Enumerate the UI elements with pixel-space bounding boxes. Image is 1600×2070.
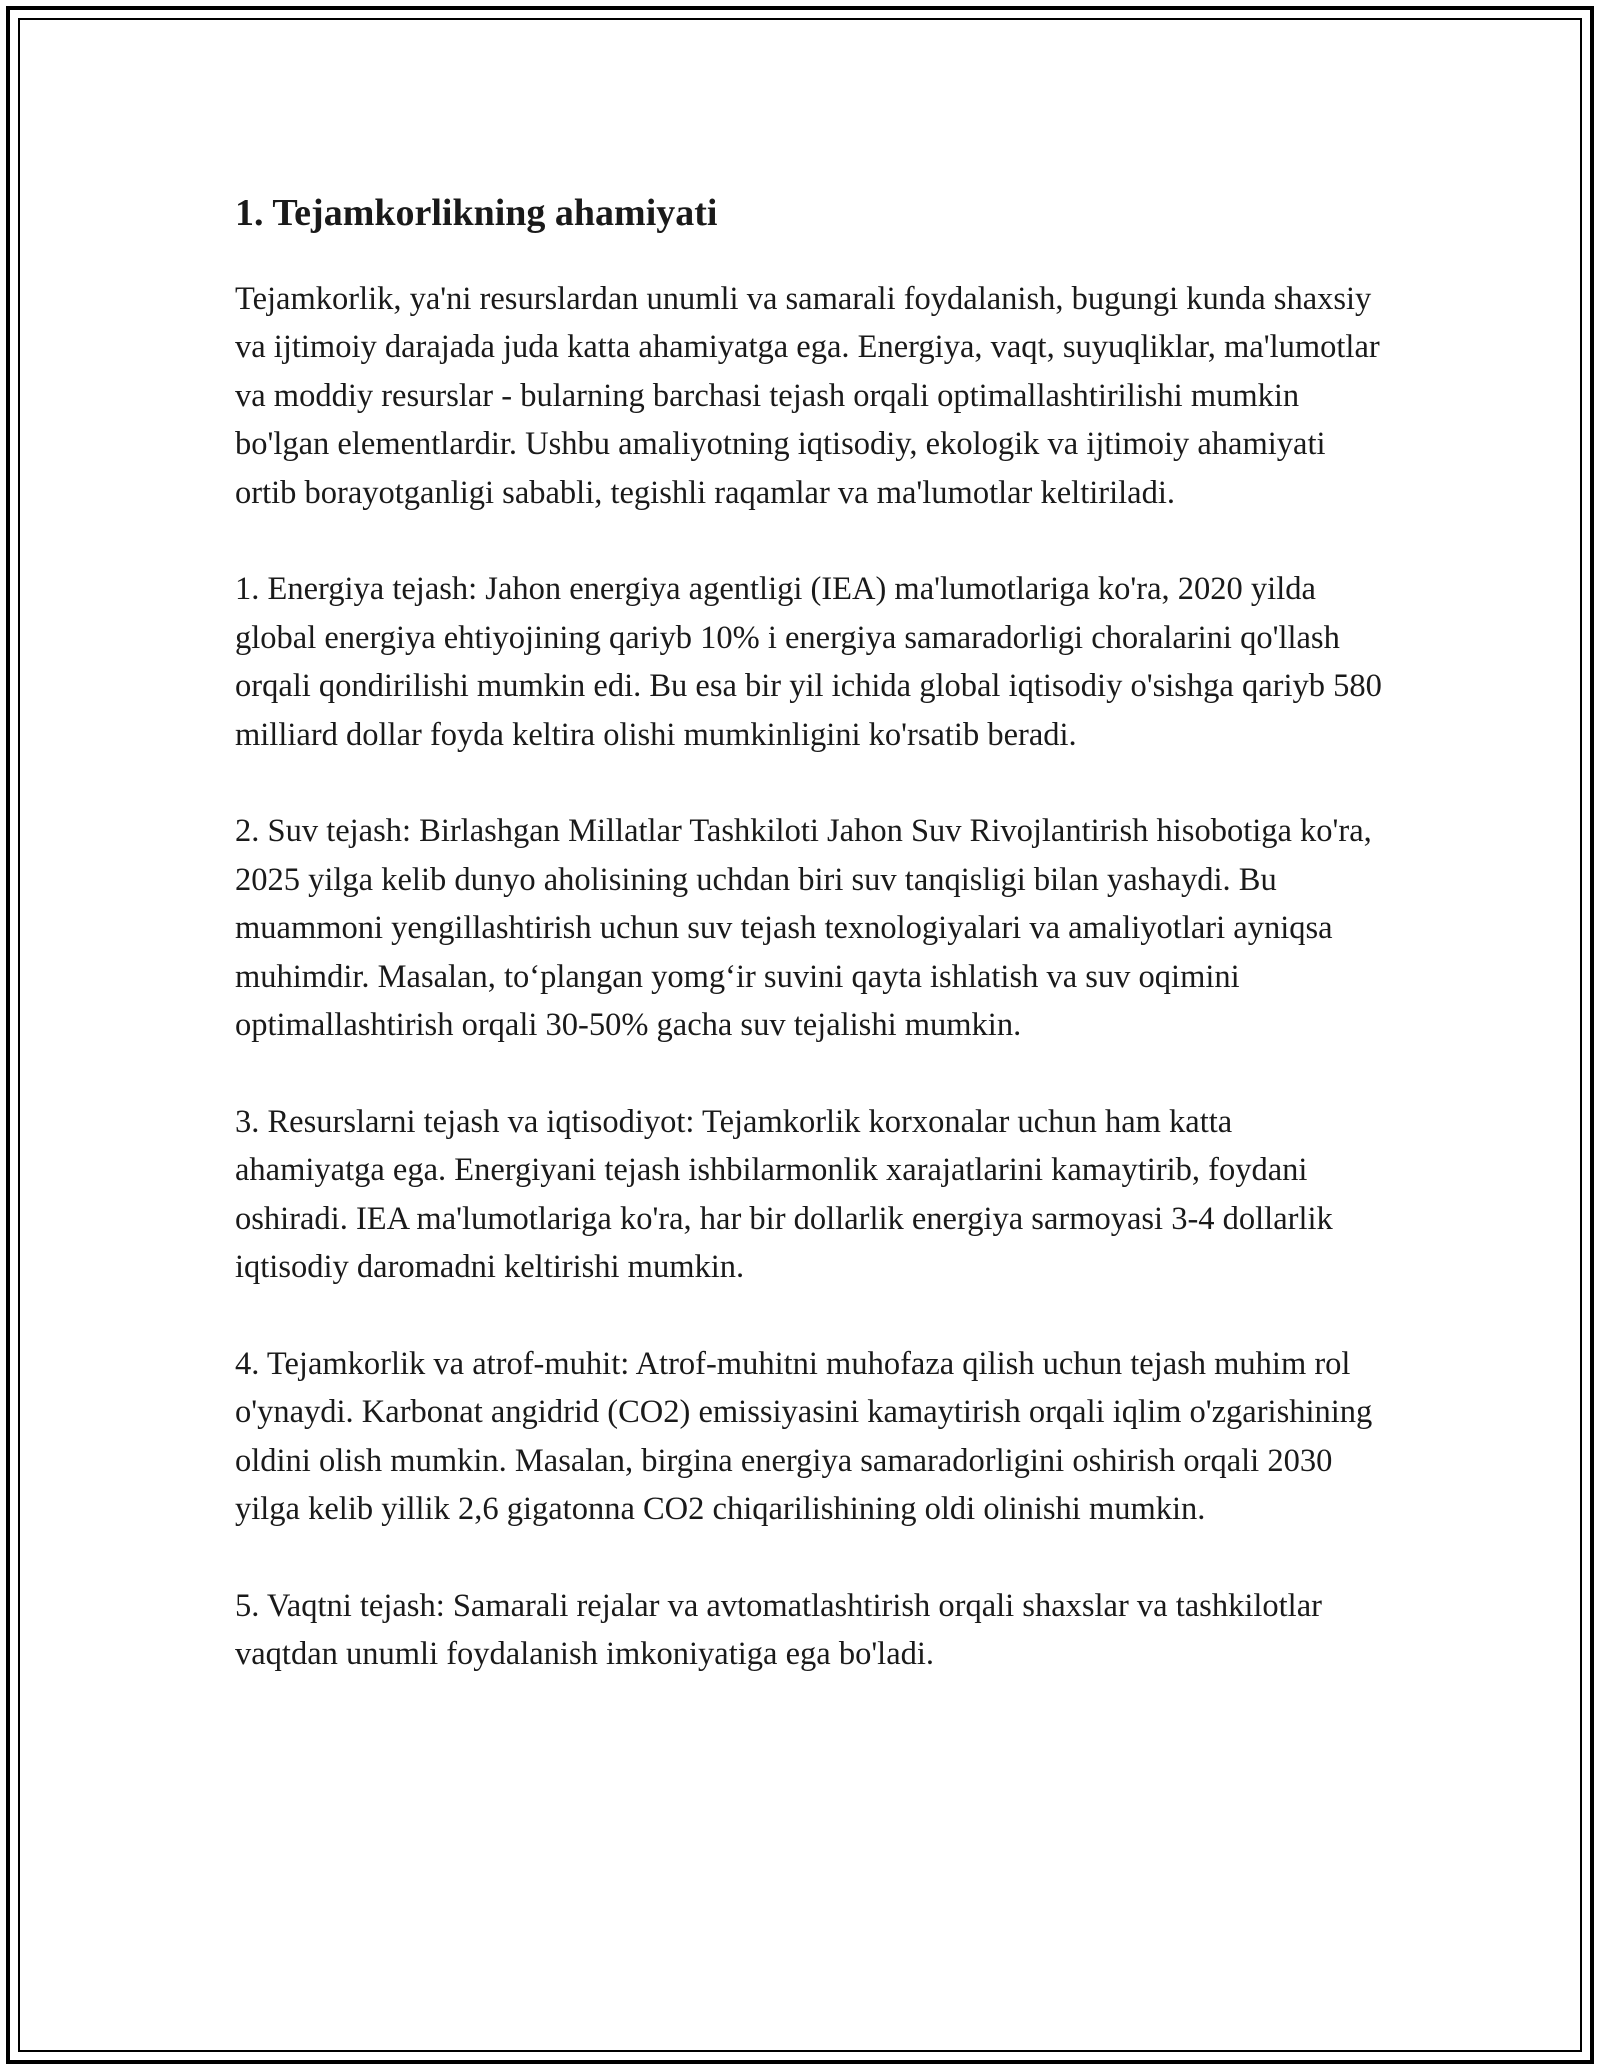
paragraph-environment: 4. Tejamkorlik va atrof-muhit: Atrof-muhitni muhofaza qilish uchun tejash muhim rol o'ynaydi. Karbonat angidrid (CO2) emissiyasini kamaytirish orqali iqlim o'zgarishining oldini olish mumkin. Masalan, birgina energiya samaradorligini oshirish orqali 2030 yilga kelib yillik 2,6 gigatonna CO2 chiqarilishining oldi olinishi mumkin. (235, 1345, 1373, 1528)
paragraph-intro: Tejamkorlik, ya'ni resurslardan unumli va samarali foydalanish, bugungi kunda shaxsiy va ijtimoiy darajada juda katta ahamiyatga ega. Energiya, vaqt, suyuqliklar, ma'lumotlar va moddiy resurslar - bularning barchasi tejash orqali optimallashtirilishi mumkin bo'lgan elementlardir. Ushbu amaliyotning iqtisodiy, ekologik va ijtimoiy ahamiyati ortib borayotganligi sababli, tegishli raqamlar va ma'lumotlar keltiriladi. (235, 281, 1380, 511)
paragraph-water-saving: 2. Suv tejash: Birlashgan Millatlar Tashkiloti Jahon Suv Rivojlantirish hisobotiga ko'ra, 2025 yilga kelib dunyo aholisining uchdan biri suv tanqisligi bilan yashaydi. Bu muammoni yengillashtirish uchun suv tejash texnologiyalari va amaliyotlari ayniqsa muhimdir. Masalan, to‘plangan yomg‘ir suvini qayta ishlatish va suv oqimini optimallashtirish orqali 30-50% gacha suv tejalishi mumkin. (235, 813, 1372, 1044)
paragraph-resources-economy: 3. Resurslarni tejash va iqtisodiyot: Tejamkorlik korxonalar uchun ham katta ahamiyatga ega. Energiyani tejash ishbilarmonlik xarajatlarini kamaytirib, foydani oshiradi. IEA ma'lumotlariga ko'ra, har bir dollarlik energiya sarmoyasi 3-4 dollarlik iqtisodiy daromadni keltirishi mumkin. (235, 1103, 1333, 1286)
paragraph-energy-saving: 1. Energiya tejash: Jahon energiya agentligi (IEA) ma'lumotlariga ko'ra, 2020 yilda global energiya ehtiyojining qariyb 10% i energiya samaradorligi choralarini qo'llash orqali qondirilishi mumkin edi. Bu esa bir yil ichida global iqtisodiy o'sishga qariyb 580 milliard dollar foyda keltira olishi mumkinligini ko'rsatib beradi. (235, 571, 1382, 753)
paragraph-time-saving: 5. Vaqtni tejash: Samarali rejalar va avtomatlashtirish orqali shaxslar va tashkilotlar vaqtdan unumli foydalanish imkoniyatiga ega bo'ladi. (235, 1587, 1322, 1673)
page-title: 1. Tejamkorlikning ahamiyati (235, 192, 718, 234)
document-body (235, 185, 1385, 1679)
